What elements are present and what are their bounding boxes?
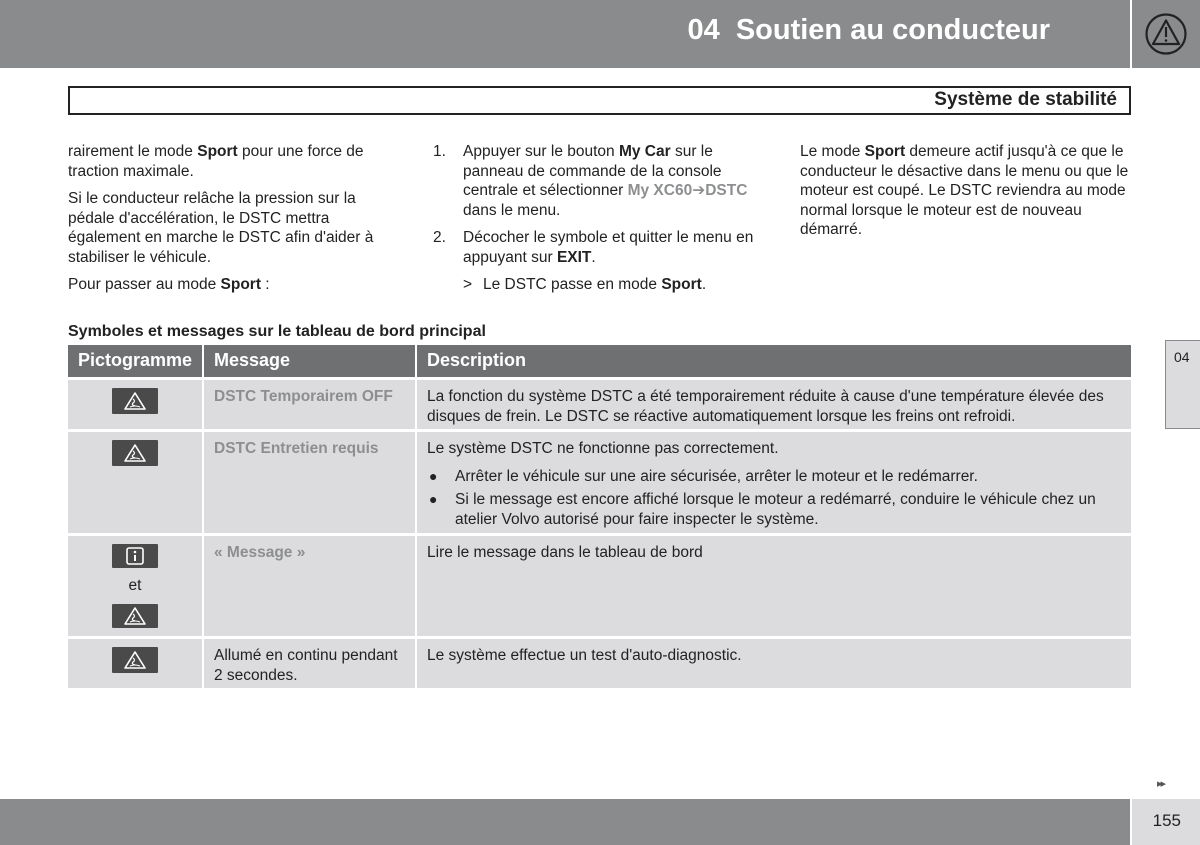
- text: sur le panneau de commande de la console centrale et sélectionner: [463, 143, 722, 199]
- text: Appuyer sur le bouton: [463, 143, 619, 160]
- column-header-description: Description: [427, 350, 527, 370]
- description-cell: Le système effectue un test d'auto-diagnostic.: [427, 647, 742, 664]
- and-label: et: [128, 577, 142, 595]
- bold-text: Sport: [661, 276, 702, 293]
- pictogram-cell: [68, 639, 204, 688]
- dstc-skid-icon: [112, 604, 158, 628]
- list-item-text: Si le message est encore affiché lorsque le moteur a redémarré, conduire le véhicule chez un atelier Volvo autorisé pour faire inspecter le système.: [455, 491, 1096, 528]
- step-1: [433, 142, 773, 220]
- bullet-icon: ●: [429, 491, 438, 507]
- text: Le DSTC passe en mode: [483, 276, 662, 293]
- text-column-3: [800, 142, 1132, 248]
- paragraph: [68, 275, 398, 295]
- pictogram-cell: [68, 380, 204, 429]
- paragraph: [800, 142, 1132, 240]
- chapter-title: [688, 14, 1050, 47]
- text: rairement le mode: [68, 143, 198, 160]
- text: Pour passer au mode: [68, 276, 221, 293]
- message-cell: DSTC Entretien requis: [204, 432, 417, 533]
- table-row: [68, 533, 1131, 636]
- menu-path-item: My XC60: [627, 182, 693, 199]
- page-number-box: [1132, 799, 1200, 845]
- chapter-name: Soutien au conducteur: [735, 14, 1050, 46]
- table-row: [68, 636, 1131, 688]
- text-column-2: [433, 142, 773, 295]
- table-row: [68, 377, 1131, 429]
- symbols-table: [68, 345, 1131, 688]
- result-marker: >: [463, 276, 473, 293]
- text: .: [701, 276, 707, 293]
- chapter-number: 04: [687, 14, 720, 46]
- bold-text: Sport: [197, 143, 238, 160]
- step-text: [463, 228, 773, 267]
- text-column-1: [68, 142, 398, 303]
- bold-text: EXIT: [556, 248, 592, 266]
- warning-triangle-icon: [1144, 12, 1188, 56]
- text: Le mode: [800, 143, 865, 160]
- bullet-icon: ●: [429, 467, 438, 484]
- table-row: [68, 429, 1131, 533]
- section-header: [68, 86, 1131, 115]
- text: demeure actif jusqu'à ce que le conducteur le désactive dans le menu ou que le moteur est coupé. Le DSTC reviendra au mode normal lorsque le moteur est de nouveau démarré.: [800, 143, 1129, 238]
- text: Décocher le symbole et quitter le menu en appuyant sur: [463, 229, 754, 266]
- bold-text: My Car: [618, 143, 671, 160]
- table-title: Symboles et messages sur le tableau de bord principal: [68, 323, 486, 340]
- warning-badge: [1132, 0, 1200, 68]
- bold-text: Sport: [864, 143, 906, 160]
- pictogram-cell: [68, 536, 204, 636]
- step-2: [433, 228, 773, 267]
- arrow-right-icon: ➔: [692, 182, 706, 199]
- dstc-skid-icon: [112, 440, 158, 466]
- dstc-skid-icon: [112, 647, 158, 673]
- paragraph: Si le conducteur relâche la pression sur la pédale d'accélération, le DSTC mettra également en marche le DSTC afin d'aider à stabiliser le véhicule.: [68, 190, 374, 266]
- list-item: [427, 490, 1121, 529]
- step-result: [433, 275, 773, 295]
- paragraph: [68, 142, 398, 181]
- message-cell: « Message »: [204, 536, 417, 636]
- page-number: 155: [1152, 811, 1181, 830]
- bold-text: Sport: [220, 276, 261, 293]
- text: :: [260, 276, 270, 293]
- description-cell: Lire le message dans le tableau de bord: [427, 544, 703, 561]
- column-header-message: Message: [204, 345, 417, 377]
- step-text: [463, 142, 773, 220]
- list-item-text: Arrêter le véhicule sur une aire sécurisée, arrêter le moteur et le redémarrer.: [455, 467, 978, 485]
- section-title: Système de stabilité: [934, 89, 1117, 110]
- header-bar: [0, 0, 1130, 68]
- text: .: [591, 248, 596, 266]
- info-icon: [112, 544, 158, 568]
- continue-arrows-icon: ▸▸: [1157, 778, 1165, 790]
- text: pour une force de traction maximale.: [68, 143, 364, 180]
- description-cell: La fonction du système DSTC a été temporairement réduite à cause d'une température élevée des disques de frein. Le DSTC se réactive automatiquement lorsque les freins ont refroidi.: [427, 388, 1104, 425]
- step-number: 2.: [433, 229, 446, 246]
- column-header-pictogram: Pictogramme: [68, 345, 204, 377]
- message-cell: Allumé en continu pendant 2 secondes.: [204, 639, 417, 688]
- step-number: 1.: [433, 143, 446, 160]
- list-item: [427, 467, 1121, 487]
- table-header: [68, 345, 1131, 377]
- message-cell: DSTC Temporairem OFF: [204, 380, 417, 429]
- text: dans le menu.: [463, 201, 561, 219]
- dstc-skid-icon: [112, 388, 158, 414]
- result-text: [483, 275, 706, 295]
- chapter-side-tab[interactable]: 04: [1165, 340, 1200, 429]
- description-text: Le système DSTC ne fonctionne pas correctement.: [427, 440, 779, 457]
- menu-path-item: DSTC: [705, 182, 748, 199]
- description-cell: [417, 432, 1131, 533]
- footer-bar: [0, 799, 1130, 845]
- pictogram-cell: [68, 432, 204, 533]
